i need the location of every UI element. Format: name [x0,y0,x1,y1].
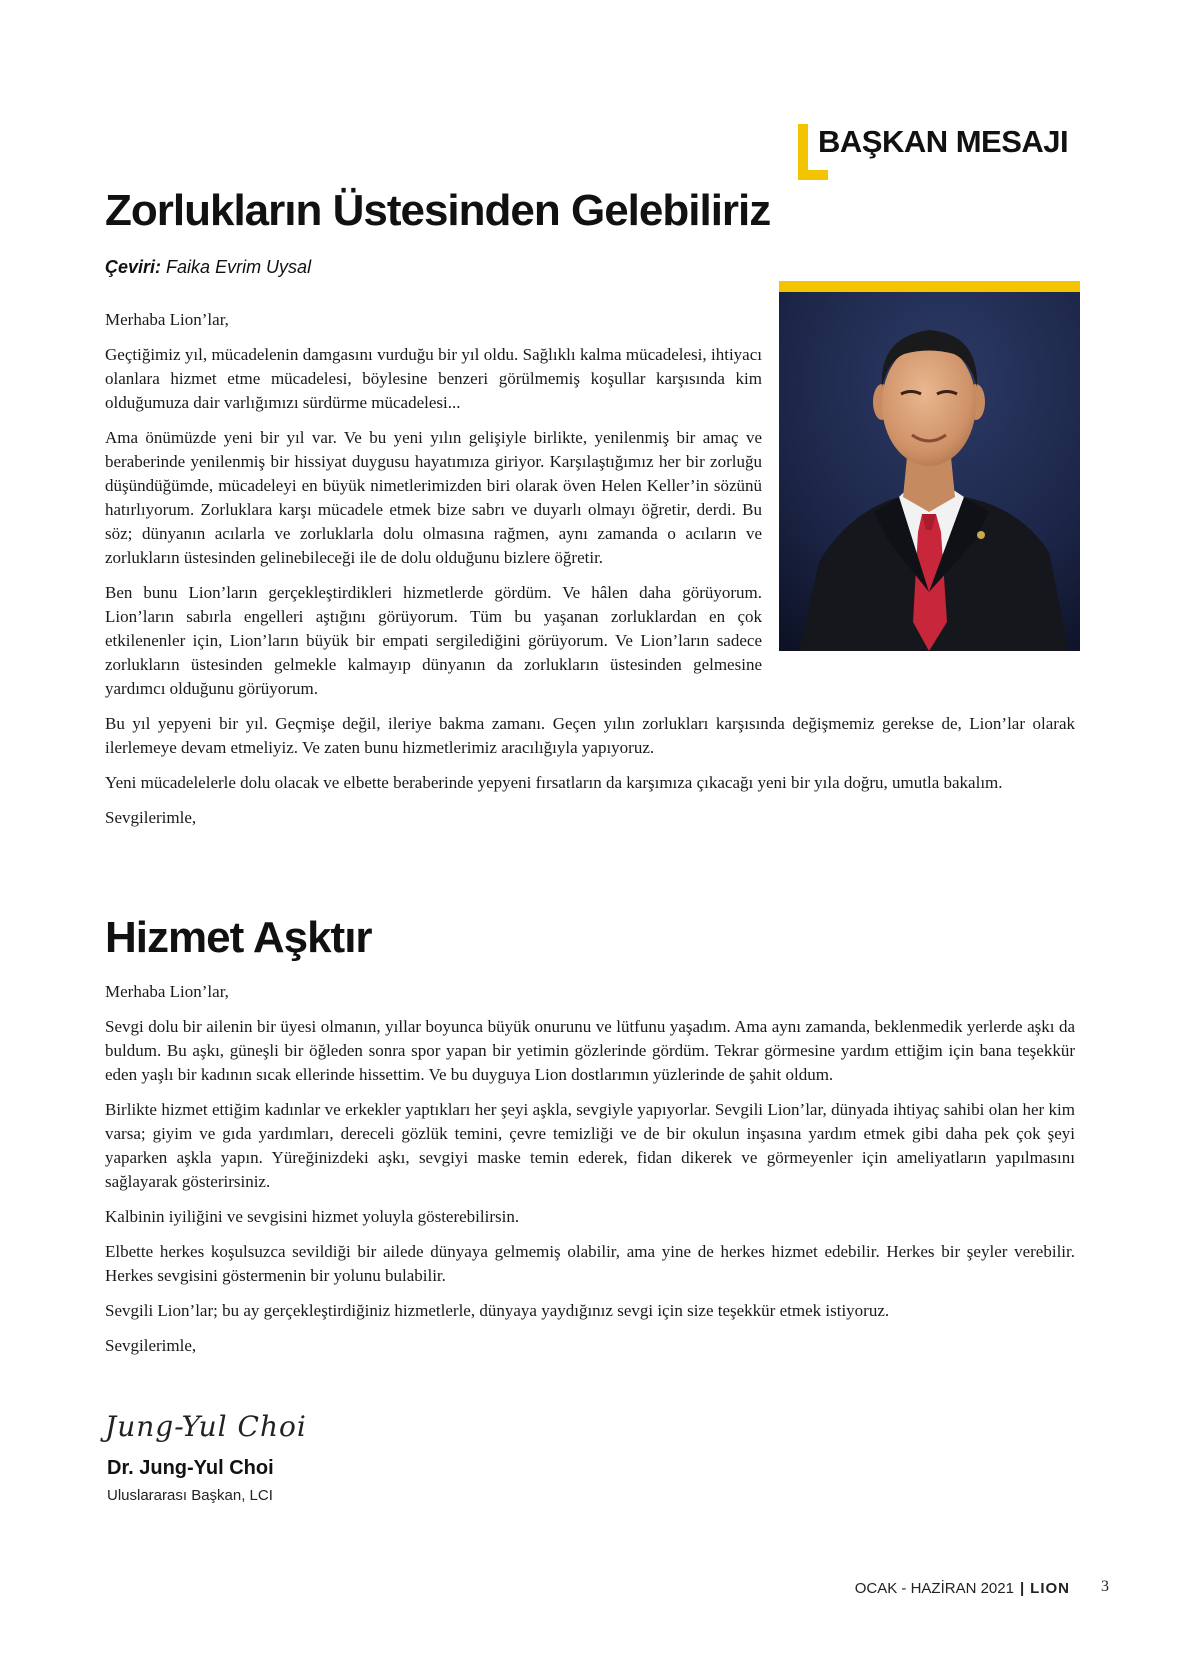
issue-date: OCAK - HAZİRAN 2021 [854,1580,1014,1597]
photo-accent-bar [779,281,1080,292]
paragraph: Kalbinin iyiliğini ve sevgisini hizmet yoluyla gösterebilirsin. [105,1207,520,1226]
paragraph: Sevgi dolu bir ailenin bir üyesi olmanın, yıllar boyunca büyük onurunu ve lütfunu yaşadım. Ama aynı zamanda, beklenmedik yerlerde aşkı da buldum. Bu aşkı, güneşli bir öğleden sonra spor yapan bir yetimin gözlerinde gördüm. Tekrar görmesine yardım ettiğim için bana teşekkür eden yaşlı bir kadının sıcak ellerinde hissettim. Ve bu duyguya Lion dostlarımın yüzlerinde de şahit oldum. [105,1017,1075,1084]
section-label-text: BAŞKAN MESAJI [818,124,1069,159]
page-footer [855,1580,1070,1597]
paragraph: Geçtiğimiz yıl, mücadelenin damgasını vurduğu bir yıl oldu. Sağlıklı kalma mücadelesi, ihtiyacı olanlara hizmet etme mücadelesi, böylesine benzeri görülmemiş koşullar karşısında kim olduğumuza dair varlığımızı sürdürme mücadelesi... [105,345,762,412]
translator-credit [105,257,311,278]
paragraph: Merhaba Lion’lar, [105,310,229,329]
paragraph: Sevgili Lion’lar; bu ay gerçekleştirdiğiniz hizmetlerle, dünyaya yaydığınız sevgi için size teşekkür etmek istiyoruz. [105,1301,890,1320]
closing: Sevgilerimle, [105,808,197,827]
closing: Sevgilerimle, [105,1336,197,1355]
paragraph: Yeni mücadelelerle dolu olacak ve elbette beraberinde yepyeni fırsatların da karşımıza çıkacağı yeni bir yıla doğru, umutla bakalım. [105,773,1003,792]
signatory-name: Dr. Jung-Yul Choi [107,1457,274,1479]
article-title: Hizmet Aşktır [105,913,372,962]
paragraph: Ama önümüzde yeni bir yıl var. Ve bu yeni yılın gelişiyle birlikte, yenilenmiş bir amaç ve beraberinde yenilenmiş bir hissiyat duygusu hayatımıza giriyor. Karşılaştığımız her bir zorluğu düşündüğümde, mücadeleyi en büyük nimetlerimizden biri olarak öven Helen Keller’in sözünü hatırlıyorum. Zorluklara karşı mücadele etmek bize sabrı ve duyarlı olmayı öğretir, derdi. Bu söz; dünyanın acılarla ve zorluklarla dolu olmasına rağmen, aynı zamanda o acıların ve zorlukların üstesinden gelinebileceği ile de dolu olduğunu bizlere öğretir. [105,428,762,567]
signatory-role: Uluslararası Başkan, LCI [107,1487,273,1504]
article-body [105,980,1075,1369]
paragraph: Elbette herkes koşulsuzca sevildiği bir ailede dünyaya gelmemiş olabilir, ama yine de herkes hizmet edebilir. Herkes bir şeyler verebilir. Herkes sevgisini göstermenin bir yolunu bulabilir. [105,1242,1075,1285]
footer-separator: | [1019,1580,1025,1597]
accent-bar-foot [798,170,828,180]
article-body [105,308,1075,841]
paragraph: Birlikte hizmet ettiğim kadınlar ve erkekler yaptıkları her şeyi aşkla, sevgiyle yapıyorlar. Sevgili Lion’lar, dünyada ihtiyaç sahibi olan her kim varsa; giyim ve gıda yardımları, dereceli gözlük temini, çevre temizliği ve de bir okulun inşasına yardım etmek gibi daha pek çok şeyi yaparken aşkla yapın. Yüreğinizdeki aşkı, sevgiyi maske temin ederek, fidan dikerek ve görmeyenler için ameliyatların yapılmasını sağlayarak gösterirsiniz. [105,1100,1075,1191]
paragraph: Bu yıl yepyeni bir yıl. Geçmişe değil, ileriye bakma zamanı. Geçen yılın zorlukları karşısında değişmemiz gerekse de, Lion’lar olarak ilerlemeye devam etmeliyiz. Ve zaten bunu hizmetlerimiz aracılığıyla yapıyoruz. [105,714,1075,757]
paragraph: Ben bunu Lion’ların gerçekleştirdikleri hizmetlerde gördüm. Ve hâlen daha görüyorum. Lion’ların sabırla engelleri aştığını görüyorum. Tüm bu yaşanan zorluklardan en çok etkilenenler için, Lion’ların büyük bir empati sergilediğini görüyorum. Ve Lion’ların sadece zorlukların üstesinden gelmekle kalmayıp dünyanın da zorlukların üstesinden gelmesine yardımcı olduğunu görüyorum. [105,583,762,698]
article-title: Zorlukların Üstesinden Gelebiliriz [105,186,771,235]
translator-name: Faika Evrim Uysal [166,257,312,277]
paragraph: Merhaba Lion’lar, [105,982,229,1001]
page-number: 3 [1101,1578,1109,1595]
section-label [798,118,1088,180]
translator-label: Çeviri: [105,257,162,277]
handwritten-signature: Jung-Yul Choi [105,1410,307,1443]
magazine-name: LION [1030,1580,1070,1597]
